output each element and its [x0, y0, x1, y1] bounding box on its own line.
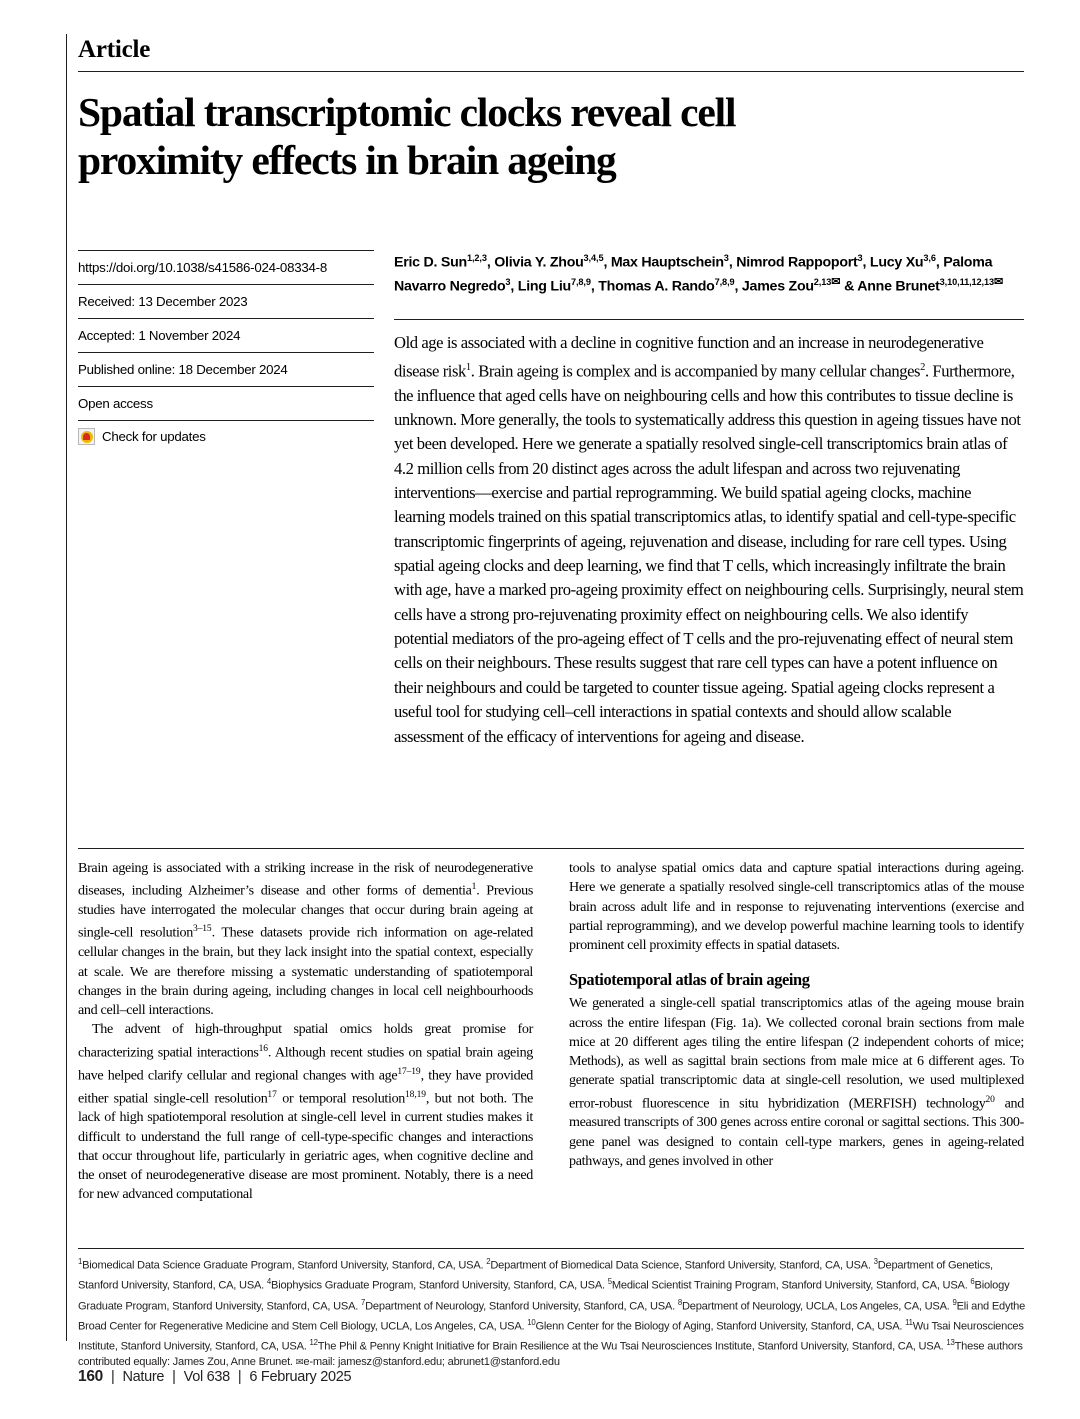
author-name[interactable]: , Lucy Xu: [862, 254, 924, 271]
affil-entry: Biology Graduate Program, Stanford University, Stanford, CA, USA.: [78, 1279, 1010, 1313]
abstract-seg: Old age is associated with a decline in cognitive function and an increase in neurodegenerative disease risk: [394, 333, 984, 381]
body-divider: [78, 848, 1024, 849]
citation-ref[interactable]: 2: [920, 361, 925, 373]
citation-ref[interactable]: 20: [985, 1094, 995, 1105]
body-seg: We generated a single-cell spatial transcriptomics atlas of the ageing mouse brain across the entire lifespan (Fig. 1a). We collected coronal brain sections from male mice at 20 different ages tiling the entire lifespan (2 independent cohorts of mice; Methods), as well as sagittal brain sections from male mice at 6 different ages. To generate spatial transcriptomic data at single-cell resolution, we used multiplexed error-robust fluorescence in situ hybridization (MERFISH) technology: [569, 995, 1024, 1112]
crossmark-icon: [78, 428, 95, 445]
affil-sup: 5: [607, 1277, 612, 1287]
affil-entry: Biomedical Data Science Graduate Program, Stanford University, Stanford, CA, USA.: [82, 1259, 487, 1272]
title-line-1: Spatial transcriptomic clocks reveal cell: [78, 89, 736, 135]
article-kicker: Article: [78, 36, 151, 63]
author-affil-sup: 1,2,3: [466, 253, 487, 263]
body-paragraph: [78, 1020, 533, 1204]
affiliations-divider: [78, 1248, 1024, 1249]
affiliations-list: [78, 1254, 1026, 1371]
body-paragraph: tools to analyse spatial omics data and capture spatial interactions during ageing. Here we generate a spatially resolved single-cell transcriptomics atlas of the mouse brain across adult life and in response to rejuvenating interventions (exercise and partial reprogramming), and we develop powerful machine learning tools to identify prominent cell proximity effects in spatial datasets.: [569, 860, 1024, 953]
citation-ref[interactable]: 17: [267, 1089, 277, 1100]
affil-sup: 3: [873, 1257, 878, 1266]
affil-entry: Department of Neurology, Stanford University, Stanford, CA, USA.: [365, 1300, 678, 1313]
affil-sup: 11: [905, 1317, 913, 1327]
publication-date: 6 February 2025: [249, 1369, 352, 1385]
section-heading: Spatiotemporal atlas of brain ageing: [569, 970, 810, 990]
article-body: [78, 859, 1024, 1205]
author-list: [394, 249, 1024, 297]
affil-entry: Eli and Edythe Broad Center for Regenerative Medicine and Stem Cell Biology, UCLA, Los Angeles, CA, USA.: [78, 1300, 1026, 1333]
published-date: Published online: 18 December 2024: [78, 362, 288, 377]
body-seg: . Although recent studies on spatial brain ageing have helped clarify cellular and regional changes with age: [78, 1044, 533, 1084]
author-affil-sup: 3,4,5: [583, 253, 604, 263]
author-name[interactable]: , Nimrod Rappoport: [728, 254, 858, 271]
author-name[interactable]: , Thomas A. Rando: [590, 278, 715, 295]
affil-sup: 8: [677, 1297, 682, 1307]
affil-sup: 7: [361, 1297, 366, 1307]
left-margin-rule: [66, 34, 67, 1341]
affil-sup: 13: [946, 1338, 955, 1348]
affil-entry: Department of Genetics, Stanford University, Stanford, CA, USA.: [78, 1259, 993, 1292]
author-name[interactable]: , Max Hauptschein: [603, 254, 724, 271]
affil-entry: Glenn Center for the Biology of Aging, Stanford University, Stanford, CA, USA.: [535, 1320, 906, 1333]
accepted-date: Accepted: 1 November 2024: [78, 328, 241, 343]
envelope-icon: ✉: [994, 276, 1004, 289]
page-number: 160: [78, 1368, 103, 1385]
body-seg: The advent of high-throughput spatial omics holds great promise for characterizing spatial interactions: [78, 1021, 533, 1061]
author-name[interactable]: Paloma Navarro Negredo: [394, 254, 993, 295]
abstract-section: [394, 249, 1024, 749]
doi-link[interactable]: https://doi.org/10.1038/s41586-024-08334-8: [78, 260, 327, 275]
citation-ref[interactable]: 1: [465, 361, 471, 373]
body-seg: . Previous studies have interrogated the molecular changes that occur during brain ageing at single-cell resolution: [78, 882, 533, 942]
body-seg: Brain ageing is associated with a striking increase in the risk of neurodegenerative diseases, including Alzheimer’s disease and other forms of dementia: [78, 860, 533, 899]
abstract-seg: . Furthermore, the influence that aged cells have on neighbouring cells and how this contributes to tissue decline is unknown. More generally, the tools to systematically address this question in ageing tissues have not yet been developed. Here we generate a spatially resolved single-cell transcriptomics brain atlas of 4.2 million cells from 20 distinct ages across the adult lifespan and across two rejuvenating interventions—exercise and partial reprogramming. We build spatial ageing clocks, machine learning models trained on this spatial transcriptomics atlas, to identify spatial and cell-type-specific transcriptomic fingerprints of ageing, rejuvenation and disease, including for rare cell types. Using spatial ageing clocks and deep learning, we find that T cells, which increasingly infiltrate the brain with age, have a marked pro-ageing proximity effect on neighbouring cells. Surprisingly, neural stem cells have a strong pro-rejuvenating proximity effect on neighbouring cells. We also identify potential mediators of the pro-ageing effect of T cells and the pro-rejuvenating effect of neural stem cells on their neighbours. These results suggest that rare cell types can have a potent influence on their neighbours and could be targeted to counter tissue ageing. Spatial ageing clocks represent a useful tool for studying cell–cell interactions in spatial contexts and should allow scalable assessment of the efficacy of interventions for ageing and disease.: [394, 361, 1024, 746]
affil-entry: Medical Scientist Training Program, Stanford University, Stanford, CA, USA.: [611, 1279, 971, 1292]
footer-separator: |: [172, 1369, 176, 1385]
author-separator: &: [840, 278, 855, 295]
body-seg: and measured transcripts of 300 genes across entire coronal or sagittal sections. This 300-gene panel was designed to contain cell-type markers, genes in ageing-related pathways, and genes involved in other: [569, 1095, 1024, 1169]
affil-sup: 9: [952, 1297, 957, 1307]
journal-volume: Vol 638: [183, 1369, 230, 1385]
author-name[interactable]: , James Zou: [734, 278, 814, 295]
article-header: [78, 36, 1024, 212]
affil-sup: 10: [527, 1317, 536, 1327]
contact-email[interactable]: e-mail: jamesz@stanford.edu; abrunet1@stanford.edu: [303, 1356, 560, 1369]
body-paragraph: [78, 859, 533, 1020]
footer-separator: |: [237, 1369, 242, 1385]
affil-sup: 4: [266, 1277, 272, 1287]
citation-ref[interactable]: 16: [258, 1043, 268, 1054]
affil-sup: 1: [78, 1257, 83, 1266]
author-affil-sup: 7,8,9: [570, 277, 591, 288]
page-title: [78, 88, 978, 184]
abstract-seg: . Brain ageing is complex and is accompanied by many cellular changes: [470, 361, 921, 381]
footer-separator: |: [110, 1369, 115, 1385]
body-seg: . These datasets provide rich information on age-related cellular changes in the brain, but they lack insight into the spatial context, especially at scale. We are therefore missing a systematic understanding of spatiotemporal changes in the brain during ageing, including changes in local cell neighbourhoods and cell–cell interactions.: [78, 925, 533, 1019]
body-paragraph: [569, 994, 1024, 1171]
body-seg: or temporal resolution: [276, 1090, 406, 1107]
citation-ref[interactable]: 3–15: [192, 924, 212, 935]
open-access-label: Open access: [78, 396, 153, 411]
affil-sup: 6: [970, 1277, 975, 1287]
affil-sup: 12: [309, 1338, 318, 1348]
author-affil-sup: 3: [857, 253, 863, 263]
page-footer: [78, 1368, 351, 1386]
affil-entry: The Phil & Penny Knight Initiative for Brain Resilience at the Wu Tsai Neurosciences Institute, Stanford University, Stanford, CA, USA.: [317, 1340, 947, 1353]
author-name[interactable]: , Olivia Y. Zhou: [486, 254, 584, 271]
author-affil-sup: 3,10,11,12,13✉: [939, 276, 1004, 289]
author-name[interactable]: Anne Brunet: [857, 278, 940, 295]
envelope-icon: ✉: [831, 276, 841, 289]
author-affil-sup: 3: [505, 277, 511, 288]
abstract-text: [394, 331, 1024, 748]
check-for-updates-button[interactable]: [78, 421, 374, 445]
kicker-divider: [78, 71, 1024, 72]
author-separator: ,: [935, 254, 940, 271]
author-affil-sup: 3: [723, 253, 729, 263]
received-date: Received: 13 December 2023: [78, 294, 248, 309]
affil-entry: Department of Neurology, UCLA, Los Angeles, CA, USA.: [681, 1300, 953, 1313]
author-affil-sup: 3,6: [923, 253, 936, 263]
envelope-icon: ✉: [295, 1357, 304, 1369]
affil-entry: Department of Biomedical Data Science, Stanford University, Stanford, CA, USA.: [490, 1259, 874, 1272]
abstract-divider: [394, 319, 1024, 320]
affil-entry: Biophysics Graduate Program, Stanford University, Stanford, CA, USA.: [271, 1279, 608, 1292]
author-name[interactable]: Eric D. Sun: [394, 254, 467, 271]
title-line-2: proximity effects in brain ageing: [78, 137, 616, 183]
affil-sup: 2: [486, 1257, 491, 1266]
body-seg: , they have provided either spatial single-cell resolution: [78, 1067, 533, 1107]
citation-ref[interactable]: 18,19: [405, 1089, 426, 1100]
body-column-left: [78, 859, 533, 1205]
check-for-updates-label: Check for updates: [102, 429, 206, 444]
journal-name: Nature: [122, 1369, 165, 1385]
body-seg: , but not both. The lack of high spatiotemporal resolution at single-cell level in current studies makes it difficult to understand the full range of cell-type-specific changes and interactions that occur throughout life, particularly in geriatric ages, when cognitive decline and the onset of neurodegenerative disease are most prominent. Notably, there is a need for new advanced computational: [78, 1090, 533, 1203]
article-metadata: [78, 250, 374, 445]
body-column-right: [569, 859, 1024, 1205]
affil-entry: These authors contributed equally: James Zou, Anne Brunet.: [78, 1340, 1023, 1369]
affil-entry: Wu Tsai Neurosciences Institute, Stanford University, Stanford, CA, USA.: [78, 1320, 1024, 1353]
author-affil-sup: 7,8,9: [714, 277, 735, 288]
author-affil-sup: 2,13✉: [813, 276, 841, 289]
author-name[interactable]: , Ling Liu: [510, 278, 571, 295]
citation-ref[interactable]: 17–19: [397, 1066, 421, 1077]
citation-ref[interactable]: 1: [471, 882, 477, 893]
